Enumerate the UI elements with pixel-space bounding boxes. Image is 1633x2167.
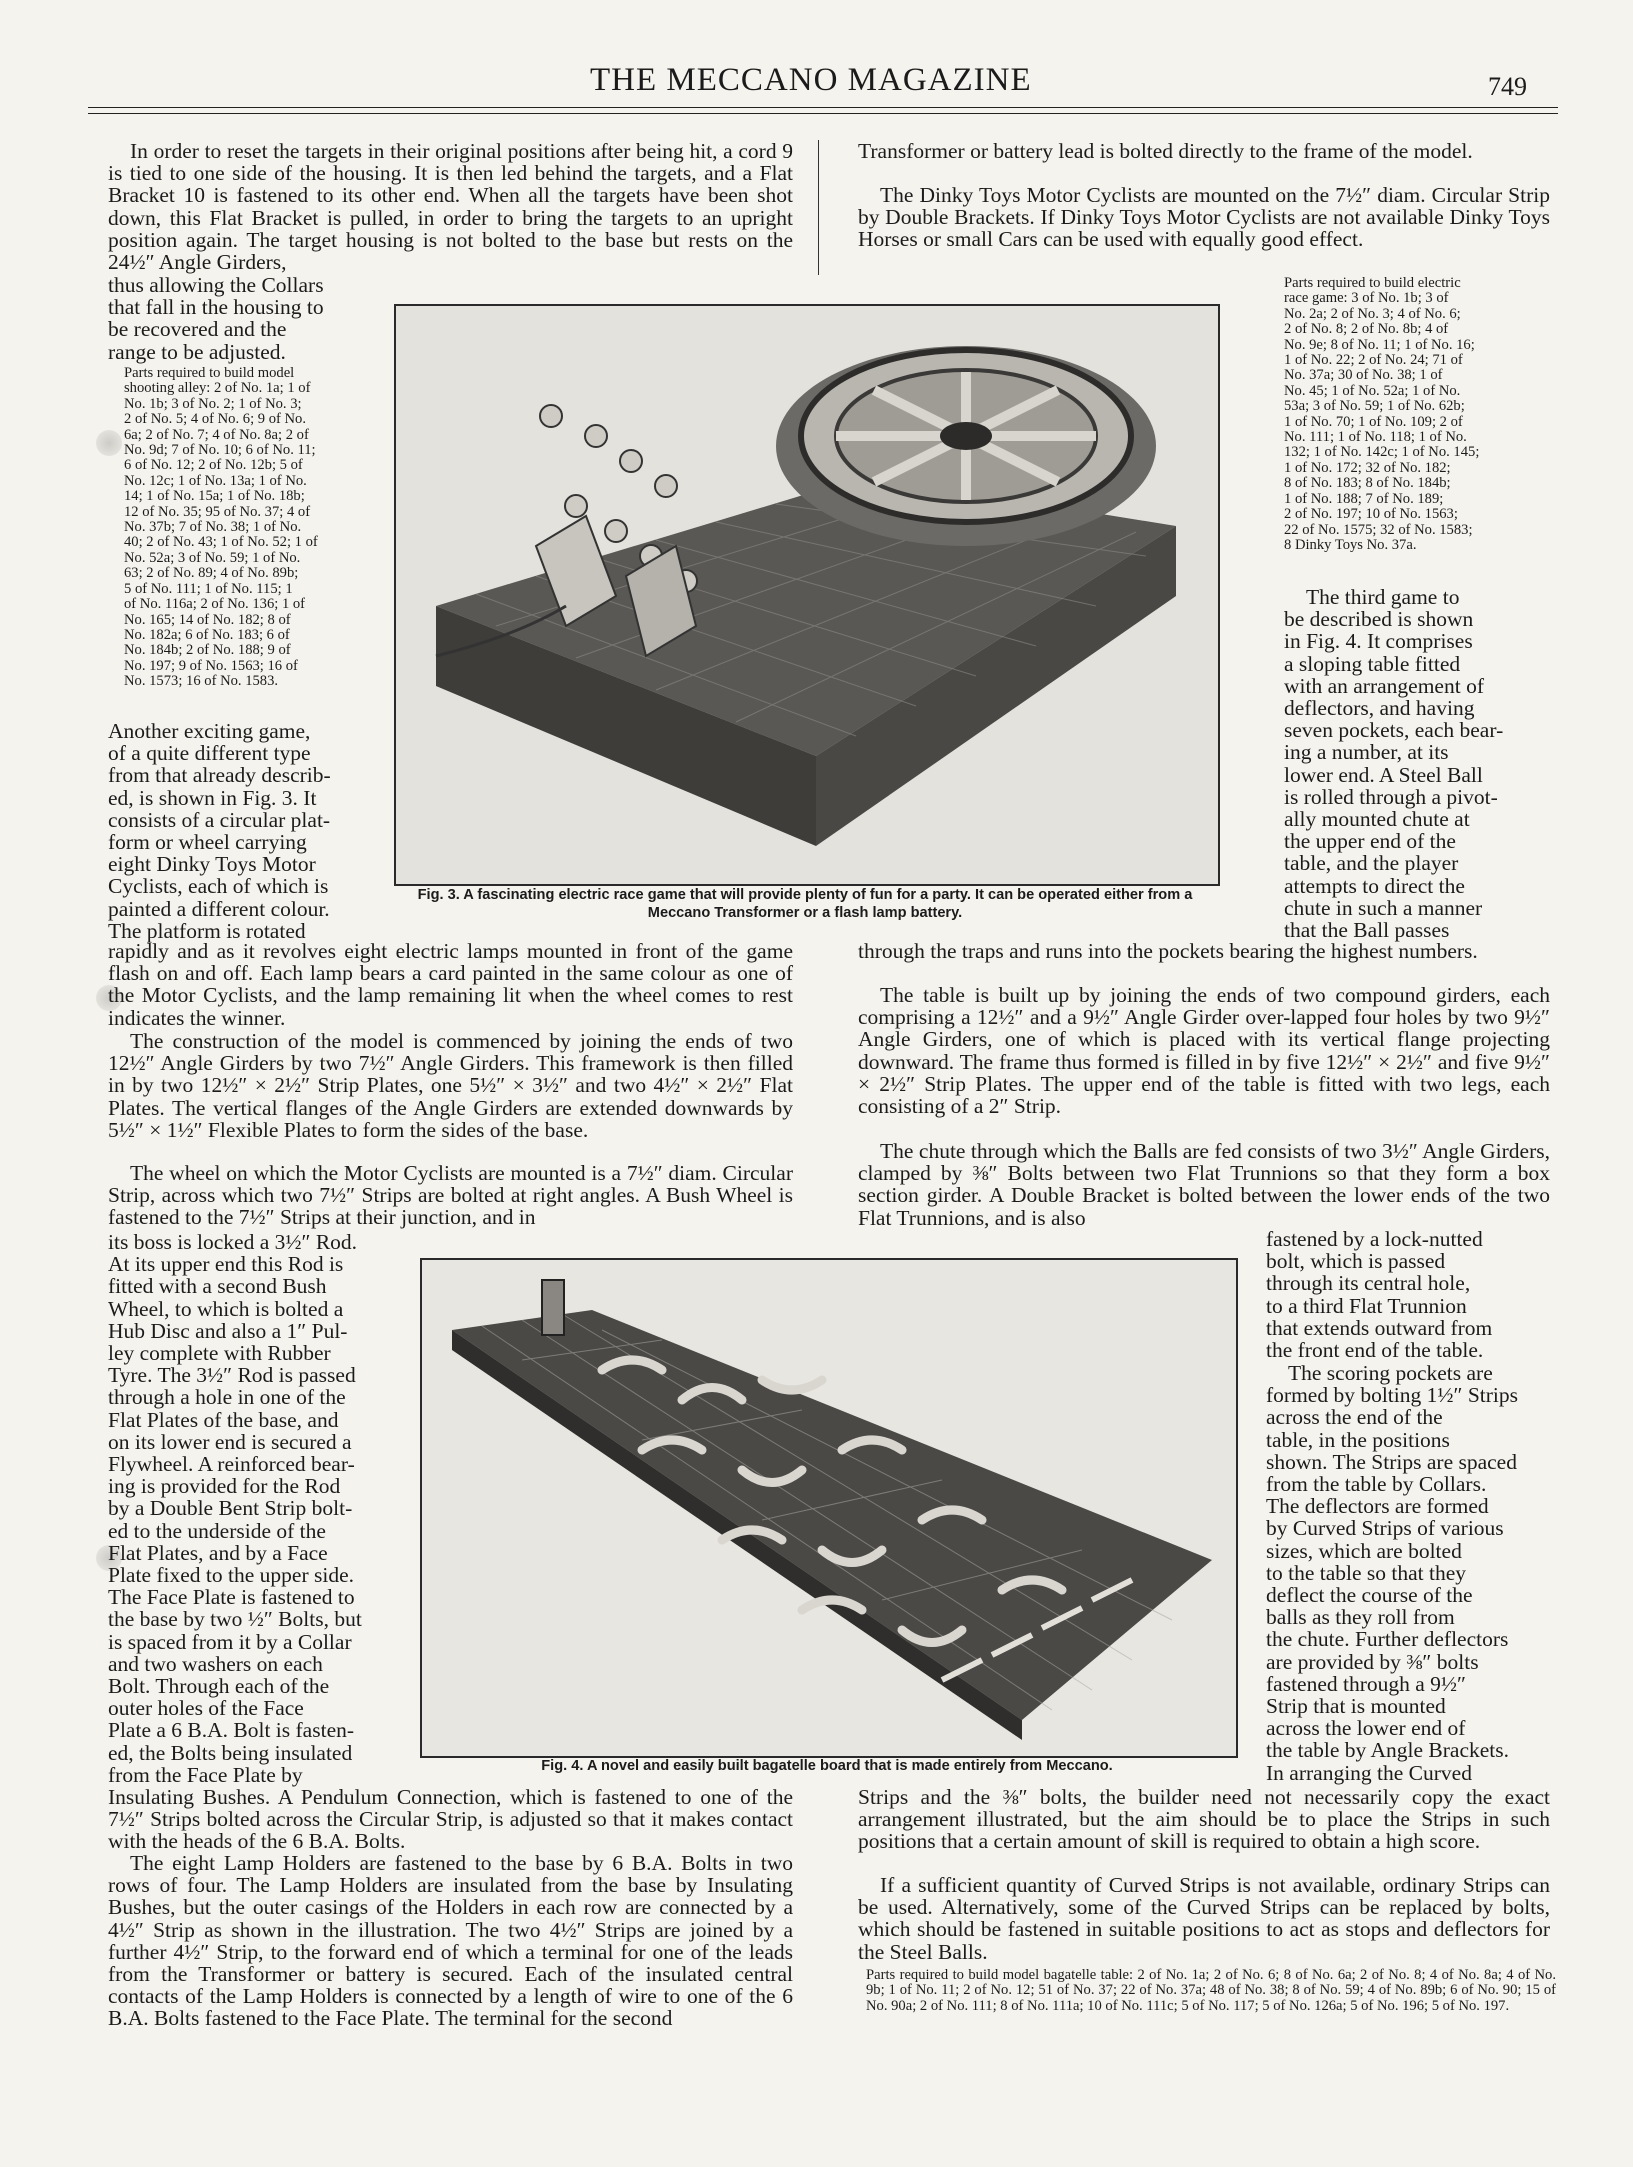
- paragraph: Strips and the ⅜″ bolts, the builder need not necessarily copy the exact arrangement illustrated, but the aim should be to place the Strips in such positions that a certain amount of skill is required to obtain a high score.: [858, 1785, 1550, 1854]
- parts-list-race-game: Parts required to build electric race game: 3 of No. 1b; 3 of No. 2a; 2 of No. 3; 4 of No. 6; 2 of No. 8; 2 of No. 8b; 4 of No. 9e; 8 of No. 11; 1 of No. 16; 1 of No. 22; 2 of No. 24; 71 of No. 37a; 30 of No. 38; 1 of No. 45; 1 of No. 52a; 1 of No. 53a; 3 of No. 59; 1 of No. 62b; 1 of No. 70; 1 of No. 109; 2 of No. 111; 1 of No. 118; 1 of No. 132; 1 of No. 142c; 1 of No. 145; 1 of No. 172; 32 of No. 182; 8 of No. 183; 8 of No. 184b; 1 of No. 188; 7 of No. 189; 2 of No. 197; 10 of No. 1563; 22 of No. 1575; 32 of No. 1583; 8 Dinky Toys No. 37a.: [1284, 275, 1480, 553]
- parts-list-bagatelle: Parts required to build model bagatelle table: 2 of No. 1a; 2 of No. 6; 8 of No. 6a; 2 of No. 8; 4 of No. 8a; 4 of No. 9b; 1 of No. 11; 2 of No. 12; 51 of No. 37; 22 of No. 37a; 48 of No. 38; 8 of No. 59; 4 of No. 89b; 6 of No. 90; 15 of No. 90a; 2 of No. 111; 8 of No. 111a; 10 of No. 111c; 5 of No. 117; 5 of No. 126a; 5 of No. 196; 5 of No. 197.: [866, 1967, 1556, 2014]
- paragraph: In order to reset the targets in their original positions after being hit, a cord 9 is tied to one side of the housing. It is then led behind the targets, and a Flat Bracket 10 is fastened to its other end. When all the targets have been shot down, this Flat Bracket is pulled, in order to bring the targets to an upright position again. The target housing is not bolted to the base but rests on the 24½″ Angle Girders,: [108, 139, 793, 275]
- paragraph: thus allowing the Collars that fall in the housing to be recovered and the range to be adjusted.: [108, 273, 324, 364]
- figure-3-race-game-photo: [394, 304, 1220, 886]
- page-number: 749: [1488, 72, 1527, 101]
- paragraph: The table is built up by joining the ends of two compound girders, each comprising a 12½″ and a 9½″ Angle Girder over-lapped four holes by two 9½″ Angle Girders, one of which is placed with its vertical flange projecting downward. The frame thus formed is filled in by five 12½″ × 2½″ and five 9½″ × 2½″ Strip Plates. The upper end of the table is fitted with two legs, each consisting of a 2″ Strip.: [858, 983, 1550, 1119]
- bagatelle-illustration: [422, 1260, 1236, 1756]
- figure-3-caption: Fig. 3. A fascinating electric race game that will provide plenty of fun for a party. It can be operated either from a Meccano Transformer or a flash lamp battery.: [417, 887, 1193, 921]
- paragraph: Another exciting game, of a quite different type from that already describ- ed, is shown in Fig. 3. It consists of a circular plat- form or wheel carrying eight Dinky Toys Motor Cyclists, each of which is painted a different colour. The platform is rotated: [108, 719, 331, 943]
- paragraph: through the traps and runs into the pockets bearing the highest numbers.: [858, 939, 1478, 963]
- header-rule: [88, 113, 1558, 114]
- paragraph: Transformer or battery lead is bolted directly to the frame of the model.: [858, 139, 1473, 163]
- paragraph: rapidly and as it revolves eight electric lamps mounted in front of the game flash on and off. Each lamp bears a card painted in the same colour as one of the Motor Cyclists, and the lamp remaining lit when the wheel comes to rest indicates the winner.: [108, 939, 793, 1030]
- paragraph: fastened by a lock-nutted bolt, which is passed through its central hole, to a third Flat Trunnion that extends outward from the front end of the table.: [1266, 1227, 1493, 1363]
- magazine-title: THE MECCANO MAGAZINE: [590, 62, 1032, 98]
- figure-4-caption: Fig. 4. A novel and easily built bagatelle board that is made entirely from Meccano.: [541, 1758, 1113, 1774]
- column-divider: [818, 140, 819, 275]
- paragraph: The third game to be described is shown in Fig. 4. It comprises a sloping table fitted with an arrangement of deflectors, and having seven pockets, each bear- ing a number, at its lower end. A Steel Ball is rolled through a pivot- ally mounted chute at the upper end of the table, and the player attempts to direct the chute in such a manner that the Ball passes: [1284, 585, 1504, 943]
- paragraph: The chute through which the Balls are fed consists of two 3½″ Angle Girders, clamped by ⅜″ Bolts between two Flat Trunnions so that they form a box section girder. A Double Bracket is bolted between the lower ends of the two Flat Trunnions, and is also: [858, 1139, 1550, 1230]
- binder-hole: [96, 430, 122, 456]
- race-game-illustration: [396, 306, 1218, 884]
- parts-list-shooting-alley: Parts required to build model shooting alley: 2 of No. 1a; 1 of No. 1b; 3 of No. 2; 1 of No. 3; 2 of No. 5; 4 of No. 6; 9 of No. 6a; 2 of No. 7; 4 of No. 8a; 2 of No. 9d; 7 of No. 10; 6 of No. 11; 6 of No. 12; 2 of No. 12b; 5 of No. 12c; 1 of No. 13a; 1 of No. 14; 1 of No. 15a; 1 of No. 18b; 12 of No. 35; 95 of No. 37; 4 of No. 37b; 7 of No. 38; 1 of No. 40; 2 of No. 43; 1 of No. 52; 1 of No. 52a; 3 of No. 59; 1 of No. 63; 2 of No. 89; 4 of No. 89b; 5 of No. 111; 1 of No. 115; 1 of No. 116a; 2 of No. 136; 1 of No. 165; 14 of No. 182; 8 of No. 182a; 6 of No. 183; 6 of No. 184b; 2 of No. 188; 9 of No. 197; 9 of No. 1563; 16 of No. 1573; 16 of No. 1583.: [124, 365, 318, 690]
- paragraph: The scoring pockets are formed by bolting 1½″ Strips across the end of the table, in the positions shown. The Strips are spaced from the table by Collars. The deflectors are formed by Curved Strips of various sizes, which are bolted to the table so that they deflect the course of the balls as they roll from the chute. Further deflectors are provided by ⅜″ bolts fastened through a 9½″ Strip that is mounted across the lower end of the table by Angle Brackets. In arranging the Curved: [1266, 1361, 1519, 1785]
- paragraph: The Dinky Toys Motor Cyclists are mounted on the 7½″ diam. Circular Strip by Double Brackets. If Dinky Toys Motor Cyclists are not available Dinky Toys Horses or small Cars can be used with equally good effect.: [858, 183, 1550, 252]
- header-rule: [88, 107, 1558, 108]
- paragraph: The wheel on which the Motor Cyclists are mounted is a 7½″ diam. Circular Strip, across which two 7½″ Strips are bolted at right angles. A Bush Wheel is fastened to the 7½″ Strips at their junction, and in: [108, 1161, 793, 1230]
- paragraph: If a sufficient quantity of Curved Strips is not available, ordinary Strips can be used. Alternatively, some of the Curved Strips can be replaced by bolts, which should be fastened in suitable positions to act as stops and deflectors for the Steel Balls.: [858, 1873, 1550, 1964]
- paragraph: its boss is locked a 3½″ Rod. At its upper end this Rod is fitted with a second Bush Wheel, to which is bolted a Hub Disc and also a 1″ Pul- ley complete with Rubber Tyre. The 3½″ Rod is passed through a hole in one of the Flat Plates of the base, and on its lower end is secured a Flywheel. A reinforced bear- ing is provided for the Rod by a Double Bent Strip bolt- ed to the underside of the Flat Plates, and by a Face Plate fixed to the upper side. The Face Plate is fastened to the base by two ½″ Bolts, but is spaced from it by a Collar and two washers on each Bolt. Through each of the outer holes of the Face Plate a 6 B.A. Bolt is fasten- ed, the Bolts being insulated from the Face Plate by: [108, 1230, 362, 1787]
- paragraph: Insulating Bushes. A Pendulum Connection, which is fastened to one of the 7½″ Strips bolted across the Circular Strip, is adjusted so that it makes contact with the heads of the 6 B.A. Bolts.: [108, 1785, 793, 1854]
- paragraph: The construction of the model is commenced by joining the ends of two 12½″ Angle Girders by two 7½″ Angle Girders. This framework is then filled in by two 12½″ × 2½″ Strip Plates, one 5½″ × 3½″ and two 4½″ × 2½″ Flat Plates. The vertical flanges of the Angle Girders are extended downwards by 5½″ × 1½″ Flexible Plates to form the sides of the base.: [108, 1029, 793, 1142]
- figure-4-bagatelle-photo: [420, 1258, 1238, 1758]
- paragraph: The eight Lamp Holders are fastened to the base by 6 B.A. Bolts in two rows of four. The Lamp Holders are insulated from the base by Insulating Bushes, but the outer casings of the Holders in each row are connected by a 4½″ Strip as shown in the illustration. The two 4½″ Strips are joined by a further 4½″ Strip, to the forward end of which a terminal for one of the leads from the Transformer or battery is secured. Each of the insulated central contacts of the Lamp Holders is connected by a length of wire to one of the 6 B.A. Bolts fastened to the Face Plate. The terminal for the second: [108, 1851, 793, 2031]
